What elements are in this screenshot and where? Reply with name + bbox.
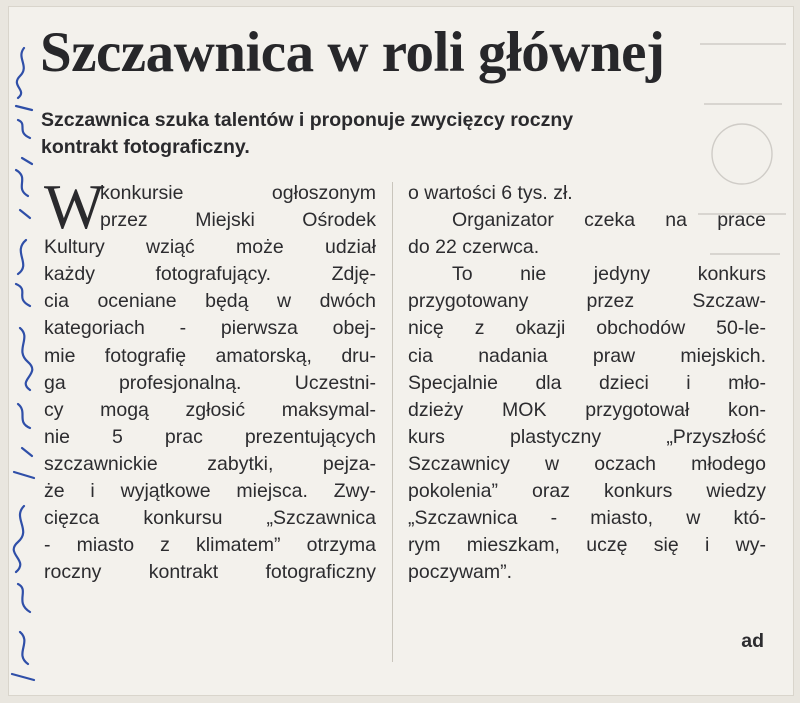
body-line: konkursie ogłoszonym [100,182,376,204]
body-line: mie fotografię amatorską, dru- [44,344,376,367]
body-line: przez Miejski Ośrodek [100,209,376,232]
drop-cap: W [44,171,105,242]
body-line: roczny kontrakt fotograficzny [44,561,376,584]
body-line: kategoriach - pierwsza obej- [44,317,376,340]
lead-line: kontrakt fotograficzny. [41,136,250,159]
body-line: „Szczawnica - miasto, w któ- [408,507,766,530]
body-line: ga profesjonalną. Uczestni- [44,371,376,394]
body-line: Specjalnie dla dzieci i mło- [408,371,766,394]
body-line: o wartości 6 tys. zł. [408,182,573,204]
body-line: rym mieszkam, uczę się i wy- [408,534,766,557]
body-line: pokolenia” oraz konkurs wiedzy [408,480,766,503]
body-line: Szczawnicy w oczach młodego [408,452,766,475]
column-divider [392,182,393,662]
author-signature: ad [741,630,764,652]
article-column-right [408,180,766,586]
body-line: nicę z okazji obchodów 50-le- [408,317,766,340]
body-line: cia oceniane będą w dwóch [44,290,376,313]
body-line: - miasto z klimatem” otrzyma [44,534,376,557]
body-line: cia nadania praw miejskich. [408,344,766,367]
body-line: kurs plastyczny „Przyszłość [408,425,766,448]
article-lead [41,104,721,158]
body-line: dzieży MOK przygotował kon- [408,398,766,421]
body-line: poczywam”. [408,561,513,584]
article-column-left [44,180,376,586]
body-line: cy mogą zgłosić maksymal- [44,398,376,421]
body-line: przygotowany przez Szczaw- [408,290,766,313]
body-line: że i wyjątkowe miejsca. Zwy- [44,480,376,503]
body-line: każdy fotografujący. Zdję- [44,263,376,286]
body-line: Organizator czeka na prace [452,209,766,232]
body-line: szczawnickie zabytki, pejza- [44,452,376,475]
lead-line: Szczawnica szuka talentów i proponuje zwycięzcy roczny [41,109,574,131]
handwritten-annotation-image [4,28,40,688]
body-line: To nie jedyny konkurs [452,263,766,286]
body-line: Kultury wziąć może udział [44,236,376,259]
body-line: nie 5 prac prezentujących [44,425,376,448]
body-line: cięzca konkursu „Szczawnica [44,507,376,530]
body-line: do 22 czerwca. [408,236,540,259]
article-headline: Szczawnica w roli głównej [40,21,665,84]
